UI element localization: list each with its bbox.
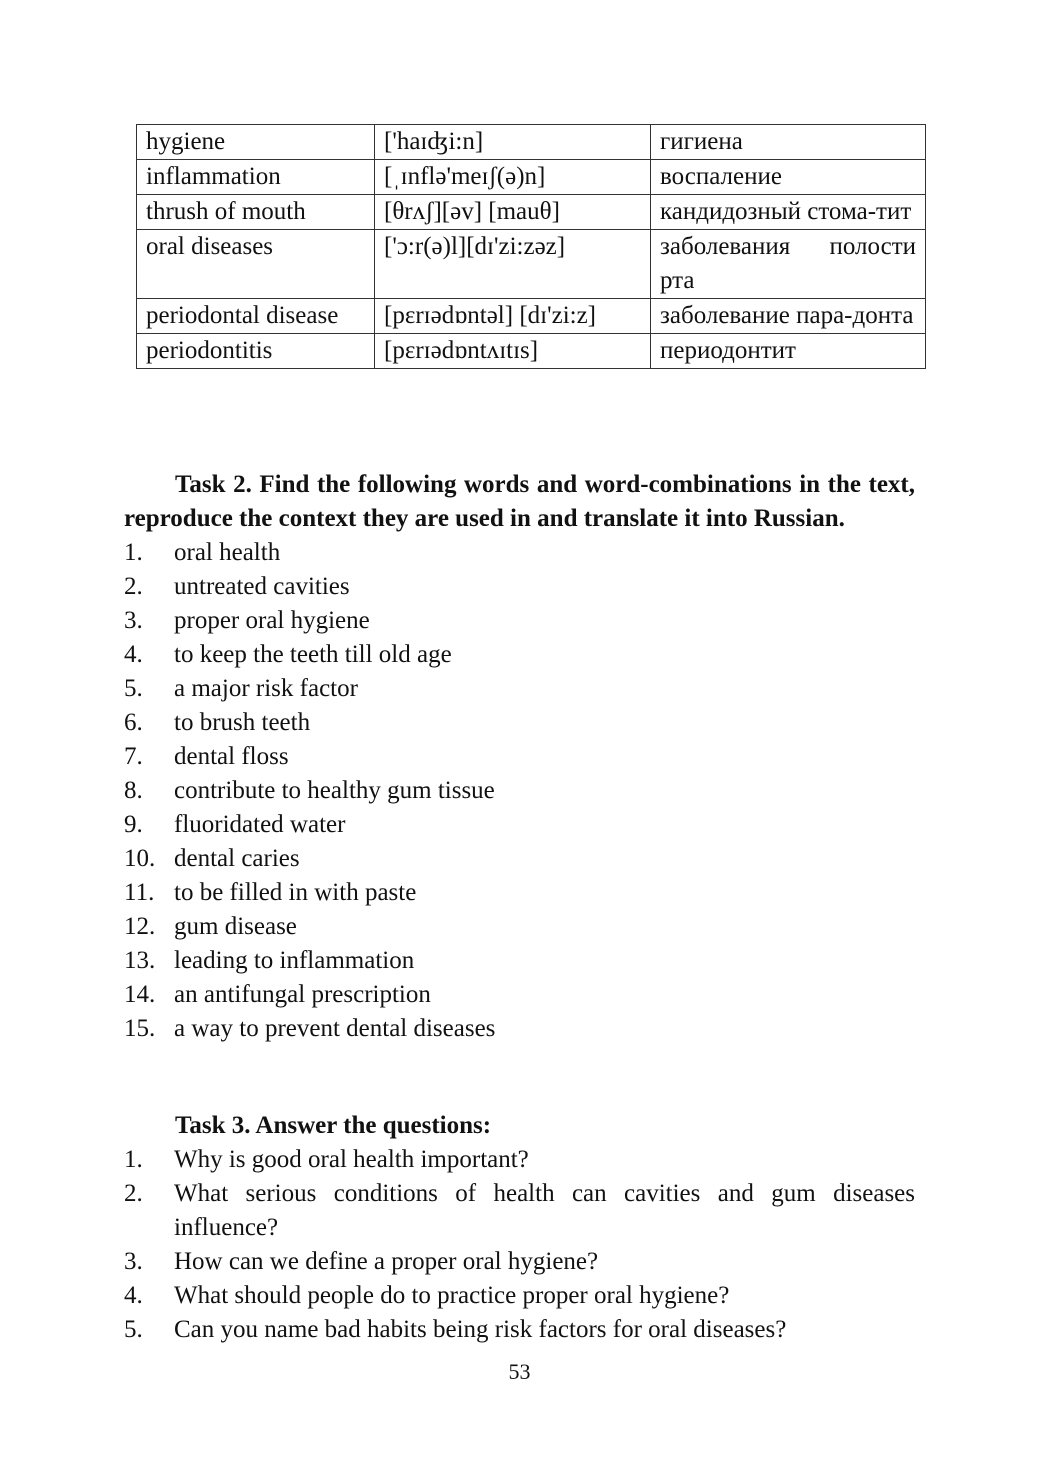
list-item <box>124 944 915 978</box>
item-number: 4. <box>124 1282 143 1309</box>
table-row <box>137 125 926 160</box>
item-text: Why is good oral health important? <box>174 1146 529 1173</box>
item-number: 13. <box>124 947 156 974</box>
list-item <box>124 604 915 638</box>
item-number: 3. <box>124 607 143 634</box>
item-number: 5. <box>124 675 143 702</box>
item-text: an antifungal prescription <box>174 981 431 1008</box>
page-number: 53 <box>508 1359 531 1384</box>
list-item <box>124 1177 915 1245</box>
term-cell: oral diseases <box>137 230 375 299</box>
list-item <box>124 570 915 604</box>
transcription-cell: ['ɔ:r(ə)l][dɪ'zi:zəz] <box>375 230 651 299</box>
item-number: 9. <box>124 811 143 838</box>
item-number: 14. <box>124 981 156 1008</box>
item-number: 12. <box>124 913 156 940</box>
item-number: 2. <box>124 1180 143 1207</box>
item-text: What should people do to practice proper oral hygiene? <box>174 1282 730 1309</box>
term-cell: hygiene <box>137 125 375 160</box>
term-cell: periodontal disease <box>137 299 375 334</box>
table-row <box>137 195 926 230</box>
list-item <box>124 1143 915 1177</box>
list-item <box>124 808 915 842</box>
item-number: 5. <box>124 1316 143 1343</box>
item-number: 1. <box>124 539 143 566</box>
list-item <box>124 774 915 808</box>
item-text: What serious conditions of health can cavities and gum diseases influence? <box>174 1180 915 1241</box>
term-cell: inflammation <box>137 160 375 195</box>
list-item <box>124 1313 915 1347</box>
translation-cell: заболевания полости рта <box>651 230 926 299</box>
item-number: 1. <box>124 1146 143 1173</box>
list-item <box>124 638 915 672</box>
item-number: 10. <box>124 845 156 872</box>
task-2-title: Task 2. Find the following words and word-combinations in the text, reproduce the context they are used in and translate it into Russian. <box>124 471 915 532</box>
term-cell: thrush of mouth <box>137 195 375 230</box>
list-item <box>124 842 915 876</box>
item-number: 15. <box>124 1015 156 1042</box>
item-text: leading to inflammation <box>174 947 415 974</box>
task-3-section <box>124 1109 915 1347</box>
item-text: to keep the teeth till old age <box>174 641 452 668</box>
list-item <box>124 978 915 1012</box>
translation-cell: заболевание пара-донта <box>651 299 926 334</box>
task-3-list <box>124 1143 915 1347</box>
item-number: 8. <box>124 777 143 804</box>
list-item <box>124 876 915 910</box>
item-text: to brush teeth <box>174 709 311 736</box>
term-cell: periodontitis <box>137 334 375 369</box>
translation-cell: кандидозный стома-тит <box>651 195 926 230</box>
task-2-list <box>124 536 915 1046</box>
table-row <box>137 334 926 369</box>
list-item <box>124 910 915 944</box>
item-number: 3. <box>124 1248 143 1275</box>
item-number: 11. <box>124 879 155 906</box>
transcription-cell: [pɛrɪədɒntəl] [dɪ'zi:z] <box>375 299 651 334</box>
translation-cell: гигиена <box>651 125 926 160</box>
item-text: a major risk factor <box>174 675 358 702</box>
item-text: dental floss <box>174 743 289 770</box>
item-text: dental caries <box>174 845 300 872</box>
list-item <box>124 706 915 740</box>
transcription-cell: [pɛrɪədɒntʌɪtɪs] <box>375 334 651 369</box>
table-row <box>137 299 926 334</box>
transcription-cell: [θrʌʃ][əv] [mauθ] <box>375 195 651 230</box>
table-row <box>137 230 926 299</box>
item-number: 2. <box>124 573 143 600</box>
list-item <box>124 1012 915 1046</box>
list-item <box>124 1279 915 1313</box>
item-number: 7. <box>124 743 143 770</box>
translation-cell: воспаление <box>651 160 926 195</box>
table-row <box>137 160 926 195</box>
transcription-cell: ['haɪʤi:n] <box>375 125 651 160</box>
vocabulary-table <box>136 124 926 369</box>
item-text: gum disease <box>174 913 297 940</box>
item-text: oral health <box>174 539 281 566</box>
transcription-cell: [ˌɪnflə'meɪʃ(ə)n] <box>375 160 651 195</box>
item-text: to be filled in with paste <box>174 879 417 906</box>
task-3-title: Task 3. Answer the questions: <box>175 1112 492 1139</box>
item-text: How can we define a proper oral hygiene? <box>174 1248 599 1275</box>
list-item <box>124 740 915 774</box>
item-text: contribute to healthy gum tissue <box>174 777 495 804</box>
item-text: proper oral hygiene <box>174 607 370 634</box>
list-item <box>124 536 915 570</box>
item-number: 4. <box>124 641 143 668</box>
translation-cell: периодонтит <box>651 334 926 369</box>
item-text: a way to prevent dental diseases <box>174 1015 496 1042</box>
item-text: fluoridated water <box>174 811 346 838</box>
list-item <box>124 672 915 706</box>
item-text: Can you name bad habits being risk factors for oral diseases? <box>174 1316 787 1343</box>
task-2-section <box>124 468 915 1046</box>
item-number: 6. <box>124 709 143 736</box>
list-item <box>124 1245 915 1279</box>
item-text: untreated cavities <box>174 573 350 600</box>
